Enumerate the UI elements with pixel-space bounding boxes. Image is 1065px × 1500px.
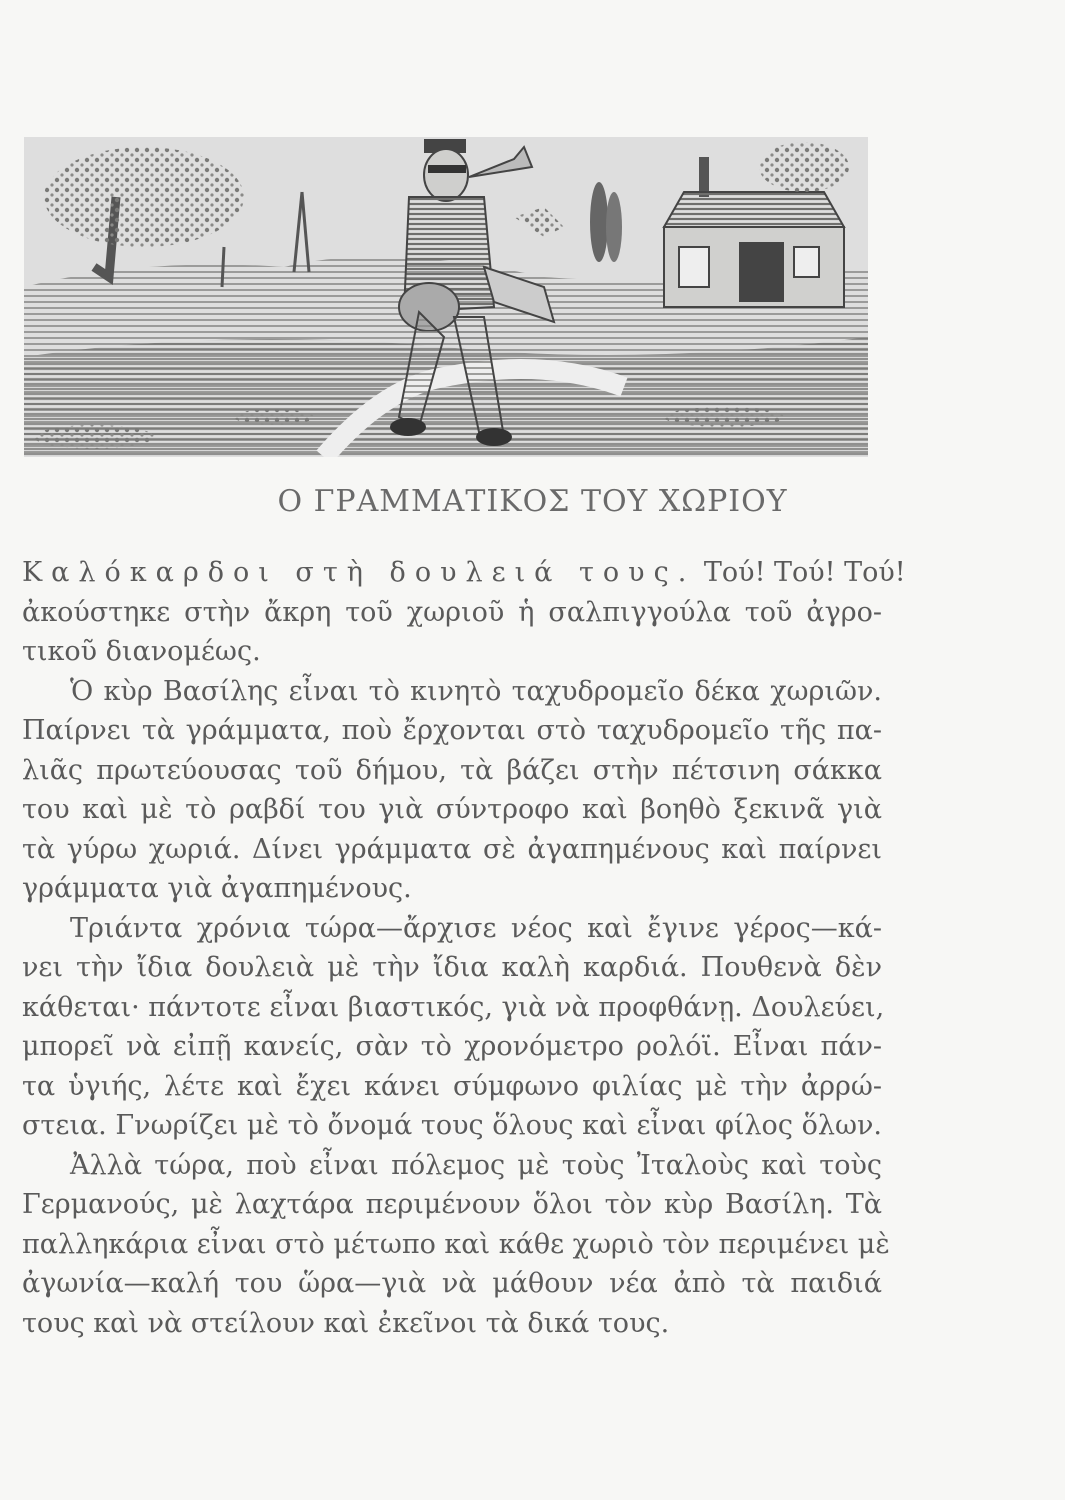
text-line: τικοῦ διανομέως.: [22, 636, 261, 667]
text-line: ἀγωνία—καλή του ὥρα—γιὰ νὰ μάθουν νέα ἀπὸ τὰ παιδιά: [22, 1268, 882, 1299]
text-line: τους καὶ νὰ στείλουν καὶ ἐκεῖνοι τὰ δικά τους.: [22, 1307, 670, 1339]
text-line: τα ὑγιής, λέτε καὶ ἔχει κάνει σύμφωνο φιλίας μὲ τὴν ἀρρώ-: [22, 1070, 882, 1102]
text-line: στεια. Γνωρίζει μὲ τὸ ὄνομά τους ὅλους καὶ εἶναι φίλος ὅλων.: [22, 1110, 882, 1141]
text-line: του καὶ μὲ τὸ ραβδί του γιὰ σύντροφο καὶ βοηθὸ ξεκινᾶ γιὰ: [22, 794, 882, 825]
text-line: Ἀλλὰ τώρα, ποὺ εἶναι πόλεμος μὲ τοὺς Ἰταλοὺς καὶ τοὺς: [70, 1149, 882, 1181]
text-line: μπορεῖ νὰ εἰπῇ κανείς, σὰν τὸ χρονόμετρο ρολόϊ. Εἶναι πάν-: [22, 1031, 882, 1062]
text-line: γράμματα γιὰ ἀγαπημένους.: [22, 873, 412, 904]
text-line: τὰ γύρω χωριά. Δίνει γράμματα σὲ ἀγαπημένους καὶ παίρνει: [22, 833, 882, 865]
text-line: λιᾶς πρωτεύουσας τοῦ δήμου, τὰ βάζει στὴν πέτσινη σάκκα: [22, 754, 882, 786]
lead-phrase: Καλόκαρδοι στὴ δουλειά τους.: [22, 557, 696, 588]
text-line: νει τὴν ἴδια δουλειὰ μὲ τὴν ἴδια καλὴ καρδιά. Πουθενὰ δὲν: [22, 952, 882, 983]
text-fragment: Τού! Τού! Τού!: [703, 557, 906, 588]
woodcut-illustration: [24, 137, 868, 457]
text-line: Ὁ κὺρ Βασίλης εἶναι τὸ κινητὸ ταχυδρομεῖο δέκα χωριῶν.: [70, 675, 882, 707]
text-line: κάθεται· πάντοτε εἶναι βιαστικός, γιὰ νὰ προφθάνῃ. Δουλεύει,: [22, 991, 885, 1023]
text-line: [22, 553, 906, 593]
page-title: Ο ΓΡΑΜΜΑΤΙΚΟΣ ΤΟΥ ΧΩΡΙΟΥ: [277, 484, 788, 519]
body-text: [22, 553, 906, 1343]
text-line: παλληκάρια εἶναι στὸ μέτωπο καὶ κάθε χωριὸ τὸν περιμένει μὲ: [22, 1228, 890, 1260]
text-line: Γερμανούς, μὲ λαχτάρα περιμένουν ὅλοι τὸν κὺρ Βασίλη. Τὰ: [22, 1189, 882, 1220]
postman-woodcut-image: [24, 137, 868, 457]
text-line: ἀκούστηκε στὴν ἄκρη τοῦ χωριοῦ ἡ σαλπιγγούλα τοῦ ἀγρο-: [22, 596, 882, 628]
text-line: Παίρνει τὰ γράμματα, ποὺ ἔρχονται στὸ ταχυδρομεῖο τῆς πα-: [22, 715, 882, 746]
text-line: Τριάντα χρόνια τώρα—ἄρχισε νέος καὶ ἔγινε γέρος—κά-: [70, 912, 882, 944]
